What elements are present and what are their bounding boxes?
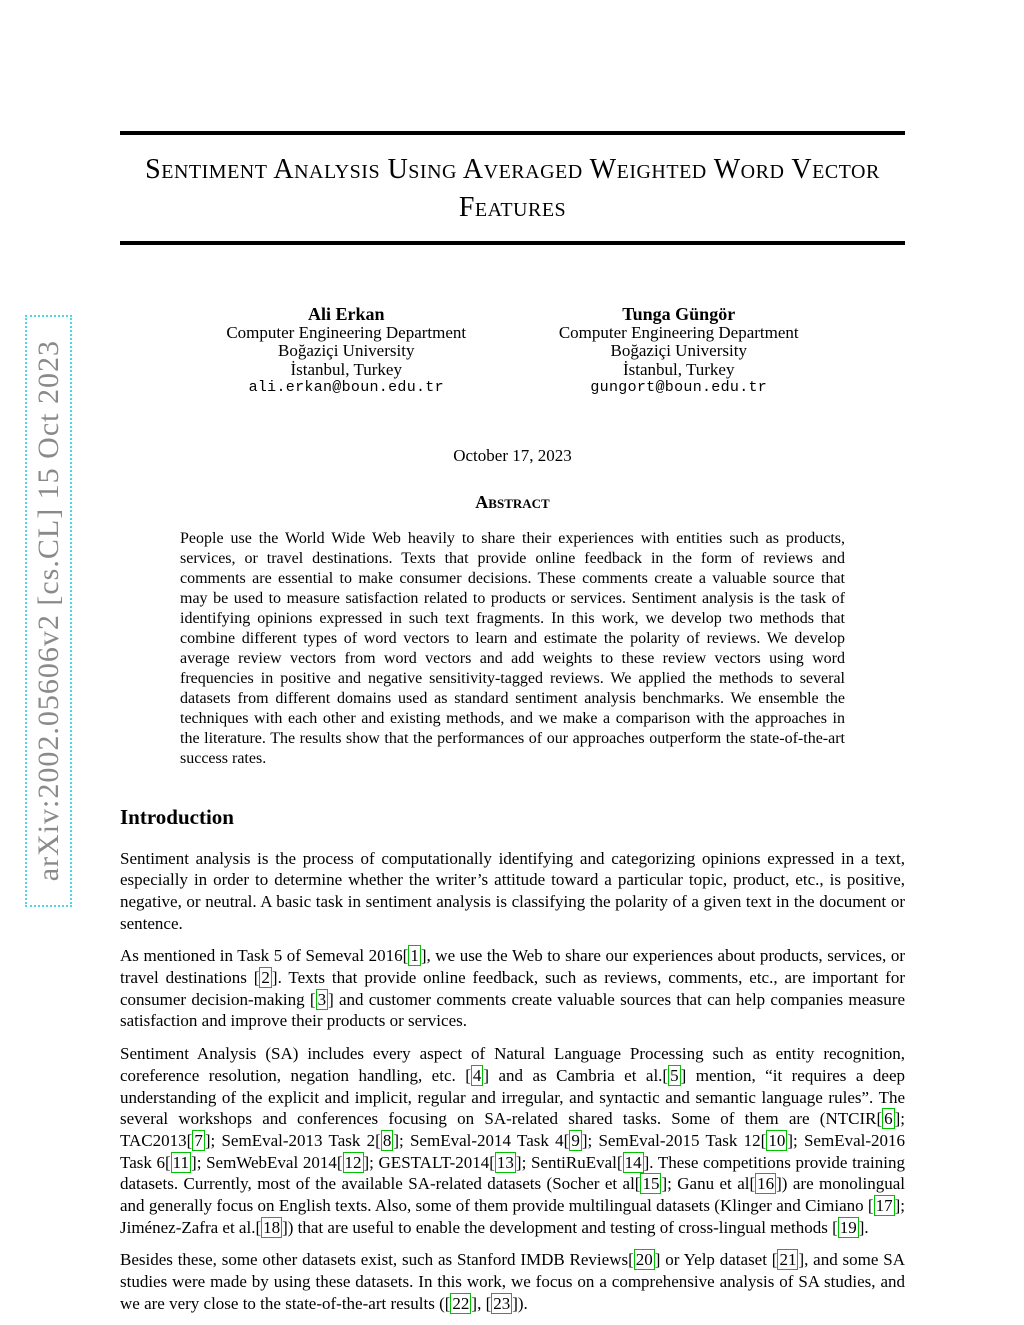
author-department: Computer Engineering Department bbox=[558, 322, 799, 342]
author-city: İstanbul, Turkey bbox=[290, 359, 402, 379]
citation-link[interactable]: 5 bbox=[670, 1065, 679, 1085]
citation-link[interactable]: 6 bbox=[884, 1109, 893, 1129]
author-department: Computer Engineering Department bbox=[226, 322, 467, 342]
abstract-text: People use the World Wide Web heavily to share their experiences with entities such as products, services, or travel destinations. Texts that provide online feedback in the form of reviews and comments are essential to make consumer decisions. These comments create a valuable source that may be used to measure satisfaction related to products or services. Sentiment analysis is the task of identifying opinions expressed in such text fragments. In this work, we develop two methods that combine different types of word vectors to learn and estimate the polarity of reviews. We develop average review vectors from word vectors and add weights to these review vectors using word frequencies in positive and negative sensitivity-tagged reviews. We applied the methods to several datasets from different domains used as standard sentiment analysis benchmarks. We ensemble the techniques with each other and existing methods, and we make a comparison with the approaches in the literature. The results show that the performances of our approaches outperform the state-of-the-art success rates. bbox=[180, 529, 845, 767]
citation-link[interactable]: 8 bbox=[382, 1130, 392, 1150]
paragraph: Besides these, some other datasets exist, such as Stanford IMDB Reviews[ 20 ] or Yelp dataset [ 21 ], and some SA studies were made by using these datasets. In this work, we focus on a comprehensive analysis of SA studies, and we are very close to the state-of-the-art results ([ 22 ], [ 23 ]). bbox=[120, 1250, 905, 1313]
citation-link[interactable]: 19 bbox=[839, 1217, 857, 1237]
introduction-paragraphs bbox=[120, 848, 905, 1315]
paragraph: Sentiment Analysis (SA) includes every aspect of Natural Language Processing such as entity recognition, coreference resolution, negation handling, etc. [ 4 ] and as Cambria et al.[ 5 ] mention, “it requires a deep understanding of the explicit and implicit, regular and irregular, and syntactic and semantic language rules”. The several workshops and conferences focusing on SA-related shared tasks. Some of them are (NTCIR[ 6 ]; TAC2013[ 7 ]; SemEval-2013 Task 2[ 8 ]; SemEval-2014 Task 4[ 9 ]; SemEval-2015 Task 12[ 10 ]; SemEval-2016 Task 6[ 11 ]; SemWebEval 2014[ 12 ]; GESTALT-2014[ 13 ]; SentiRuEval[ 14 ]. These competitions provide training datasets. Currently, most of the available SA-related datasets (Socher et al[ 15 ]; Ganu et al[ 16 ]) are monolingual and generally focus on English texts. Also, some of them provide multilingual datasets (Klinger and Cimiano [ 17 ]; Jiménez-Zafra et al.[ 18 ]) that are useful to enable the development and testing of cross-lingual methods [ 19 ]. bbox=[120, 1044, 906, 1237]
citation-link[interactable]: 1 bbox=[410, 946, 419, 966]
authors-row bbox=[120, 305, 905, 398]
citation-link[interactable]: 21 bbox=[779, 1250, 797, 1270]
author-name: Ali Erkan bbox=[307, 304, 385, 324]
citation-link[interactable]: 15 bbox=[642, 1174, 660, 1194]
citation-link[interactable]: 7 bbox=[194, 1130, 203, 1150]
author-block bbox=[180, 305, 513, 398]
citation-link[interactable]: 3 bbox=[317, 989, 327, 1009]
introduction-heading: Introduction bbox=[120, 804, 234, 829]
title-rule-bottom bbox=[120, 241, 905, 245]
citation-link[interactable]: 18 bbox=[263, 1217, 281, 1237]
author-university: Boğaziçi University bbox=[278, 341, 415, 360]
citation-link[interactable]: 23 bbox=[493, 1293, 511, 1313]
paper-date: October 17, 2023 bbox=[453, 445, 572, 465]
citation-link[interactable]: 16 bbox=[757, 1174, 775, 1194]
author-email: gungort@boun.edu.tr bbox=[590, 379, 768, 396]
citation-link[interactable]: 22 bbox=[452, 1293, 470, 1313]
author-email: ali.erkan@boun.edu.tr bbox=[248, 379, 444, 396]
citation-link[interactable]: 4 bbox=[472, 1065, 482, 1085]
paragraph: As mentioned in Task 5 of Semeval 2016[ 1 ], we use the Web to share our experiences about products, services, or travel destinations [ 2 ]. Texts that provide online feedback, such as reviews, comments, etc., are important for consumer decision-making [ 3 ] and customer comments create valuable sources that can help companies measure satisfaction and improve their products or services. bbox=[120, 946, 905, 1031]
citation-link[interactable]: 14 bbox=[624, 1152, 642, 1172]
citation-link[interactable]: 2 bbox=[261, 968, 270, 988]
author-university: Boğaziçi University bbox=[610, 341, 747, 360]
title-rule-top bbox=[120, 131, 905, 135]
paragraph: Sentiment analysis is the process of computationally identifying and categorizing opinions expressed in a text, especially in order to determine whether the writer’s attitude toward a particular topic, product, etc., is positive, negative, or neutral. A basic task in sentiment analysis is classifying the polarity of a given text in the document or sentence. bbox=[120, 848, 905, 933]
author-name: Tunga Güngör bbox=[622, 304, 736, 324]
arxiv-watermark-box bbox=[25, 315, 72, 907]
citation-link[interactable]: 20 bbox=[635, 1250, 653, 1270]
citation-link[interactable]: 10 bbox=[768, 1130, 786, 1150]
author-block bbox=[513, 305, 846, 398]
author-city: İstanbul, Turkey bbox=[623, 359, 735, 379]
abstract-heading: Abstract bbox=[475, 491, 550, 512]
arxiv-watermark-label: arXiv:2002.05606v2 [cs.CL] 15 Oct 2023 bbox=[31, 340, 65, 882]
citation-link[interactable]: 13 bbox=[496, 1152, 514, 1172]
page-title: Sentiment Analysis Using Averaged Weighted Word Vector Features bbox=[145, 154, 880, 223]
citation-link[interactable]: 11 bbox=[172, 1152, 190, 1172]
citation-link[interactable]: 12 bbox=[344, 1152, 362, 1172]
citation-link[interactable]: 17 bbox=[875, 1196, 893, 1216]
citation-link[interactable]: 9 bbox=[571, 1130, 580, 1150]
paper-content bbox=[120, 0, 905, 1315]
